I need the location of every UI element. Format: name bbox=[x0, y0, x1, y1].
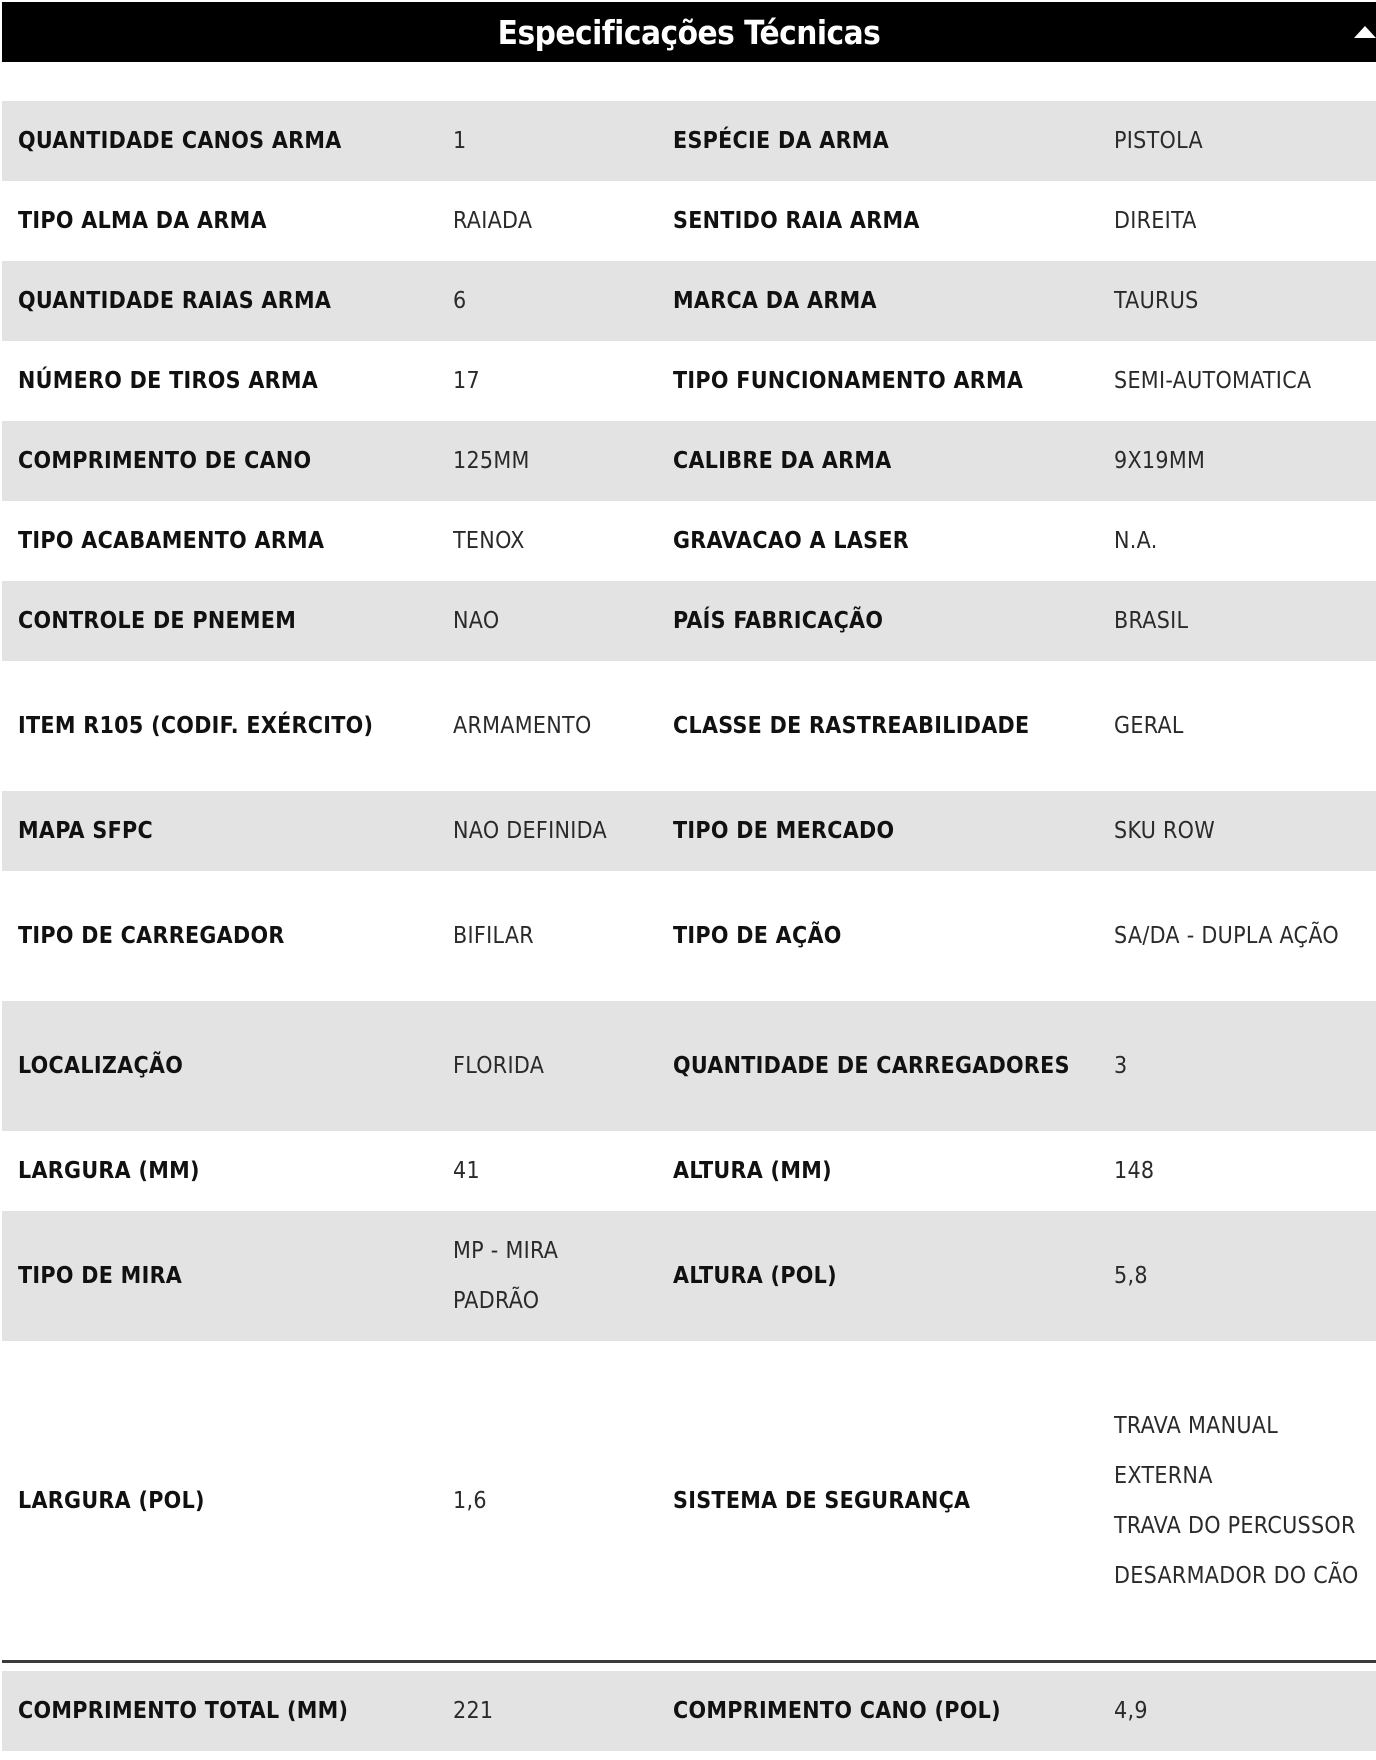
spec-label: QUANTIDADE CANOS ARMA bbox=[18, 128, 342, 154]
spec-row bbox=[2, 1671, 1376, 1751]
spec-value: TENOX bbox=[453, 528, 525, 554]
collapse-up-icon[interactable] bbox=[1350, 22, 1376, 42]
spec-row bbox=[2, 101, 1376, 181]
spec-row bbox=[2, 261, 1376, 341]
spec-value: NAO bbox=[453, 608, 500, 634]
spec-label: QUANTIDADE DE CARREGADORES bbox=[673, 1053, 1070, 1079]
spec-value: 6 bbox=[453, 288, 467, 314]
spec-value: 3 bbox=[1114, 1053, 1128, 1079]
spec-value: 41 bbox=[453, 1158, 480, 1184]
spec-label: GRAVACAO A LASER bbox=[673, 528, 910, 554]
spec-row bbox=[2, 791, 1376, 871]
specs-header[interactable] bbox=[2, 2, 1376, 62]
spec-label: TIPO ALMA DA ARMA bbox=[18, 208, 267, 234]
spec-row bbox=[2, 871, 1376, 1001]
spec-value: BRASIL bbox=[1114, 608, 1189, 634]
spec-value: SA/DA - DUPLA AÇÃO bbox=[1114, 923, 1339, 949]
spec-value: NAO DEFINIDA bbox=[453, 818, 607, 844]
spec-value: 9X19MM bbox=[1114, 448, 1206, 474]
spec-label: COMPRIMENTO CANO (POL) bbox=[673, 1698, 1001, 1724]
spec-value: MP - MIRA PADRÃO bbox=[453, 1238, 559, 1314]
spec-value: 148 bbox=[1114, 1158, 1155, 1184]
spec-value-list bbox=[1098, 1401, 1376, 1601]
spec-value: RAIADA bbox=[453, 208, 533, 234]
spec-row bbox=[2, 1341, 1376, 1663]
spec-row bbox=[2, 1131, 1376, 1211]
spec-row bbox=[2, 341, 1376, 421]
spec-row bbox=[2, 1001, 1376, 1131]
spec-value: ARMAMENTO bbox=[453, 713, 592, 739]
spec-value: SKU ROW bbox=[1114, 818, 1216, 844]
spec-row bbox=[2, 421, 1376, 501]
spec-value-line: TRAVA MANUAL EXTERNA bbox=[1114, 1412, 1279, 1489]
spec-label: NÚMERO DE TIROS ARMA bbox=[18, 368, 319, 394]
spec-value: 4,9 bbox=[1114, 1698, 1148, 1724]
spec-value: 1 bbox=[453, 128, 467, 154]
spec-value: GERAL bbox=[1114, 713, 1184, 739]
spec-label: LARGURA (POL) bbox=[18, 1487, 205, 1514]
specs-table bbox=[2, 101, 1376, 1751]
spec-label: MAPA SFPC bbox=[18, 818, 153, 844]
spec-label: COMPRIMENTO DE CANO bbox=[18, 448, 312, 474]
spec-label: TIPO DE MIRA bbox=[18, 1263, 183, 1289]
spec-label: ALTURA (MM) bbox=[673, 1158, 832, 1184]
spec-row bbox=[2, 501, 1376, 581]
spec-label: CALIBRE DA ARMA bbox=[673, 448, 892, 474]
spec-label: ITEM R105 (CODIF. EXÉRCITO) bbox=[18, 713, 374, 739]
spec-label: TIPO DE AÇÃO bbox=[673, 923, 842, 949]
spec-value: 221 bbox=[453, 1698, 494, 1724]
spec-value: SEMI-AUTOMATICA bbox=[1114, 368, 1312, 394]
spec-label: PAÍS FABRICAÇÃO bbox=[673, 608, 884, 634]
spec-value: 17 bbox=[453, 368, 480, 394]
spec-row bbox=[2, 661, 1376, 791]
spec-label: TIPO FUNCIONAMENTO ARMA bbox=[673, 368, 1024, 394]
spec-label: TIPO ACABAMENTO ARMA bbox=[18, 528, 325, 554]
spec-label: TIPO DE MERCADO bbox=[673, 818, 895, 844]
spec-value: 125MM bbox=[453, 448, 530, 474]
spec-value-line: DESARMADOR DO CÃO bbox=[1114, 1562, 1359, 1589]
spec-row bbox=[2, 1211, 1376, 1341]
spec-label: CLASSE DE RASTREABILIDADE bbox=[673, 713, 1030, 739]
spec-value: TAURUS bbox=[1114, 288, 1199, 314]
spec-label: COMPRIMENTO TOTAL (MM) bbox=[18, 1698, 349, 1724]
spec-label: ALTURA (POL) bbox=[673, 1263, 837, 1289]
spec-value-line: TRAVA DO PERCUSSOR bbox=[1114, 1512, 1356, 1539]
spec-row bbox=[2, 181, 1376, 261]
spec-label: QUANTIDADE RAIAS ARMA bbox=[18, 288, 332, 314]
spec-label: ESPÉCIE DA ARMA bbox=[673, 128, 890, 154]
spec-label: SISTEMA DE SEGURANÇA bbox=[673, 1487, 971, 1514]
spec-label: SENTIDO RAIA ARMA bbox=[673, 208, 920, 234]
specs-title: Especificações Técnicas bbox=[497, 12, 881, 52]
spec-value: FLORIDA bbox=[453, 1053, 545, 1079]
spec-label: MARCA DA ARMA bbox=[673, 288, 877, 314]
spec-value: PISTOLA bbox=[1114, 128, 1203, 154]
spec-value: DIREITA bbox=[1114, 208, 1197, 234]
spec-label: LARGURA (MM) bbox=[18, 1158, 200, 1184]
spec-value: BIFILAR bbox=[453, 923, 534, 949]
spec-label: TIPO DE CARREGADOR bbox=[18, 923, 285, 949]
spec-value: 5,8 bbox=[1114, 1263, 1148, 1289]
spec-value: N.A. bbox=[1114, 528, 1158, 554]
spec-value: 1,6 bbox=[453, 1487, 487, 1514]
spec-row bbox=[2, 581, 1376, 661]
spec-label: CONTROLE DE PNEMEM bbox=[18, 608, 297, 634]
spec-label: LOCALIZAÇÃO bbox=[18, 1053, 184, 1079]
